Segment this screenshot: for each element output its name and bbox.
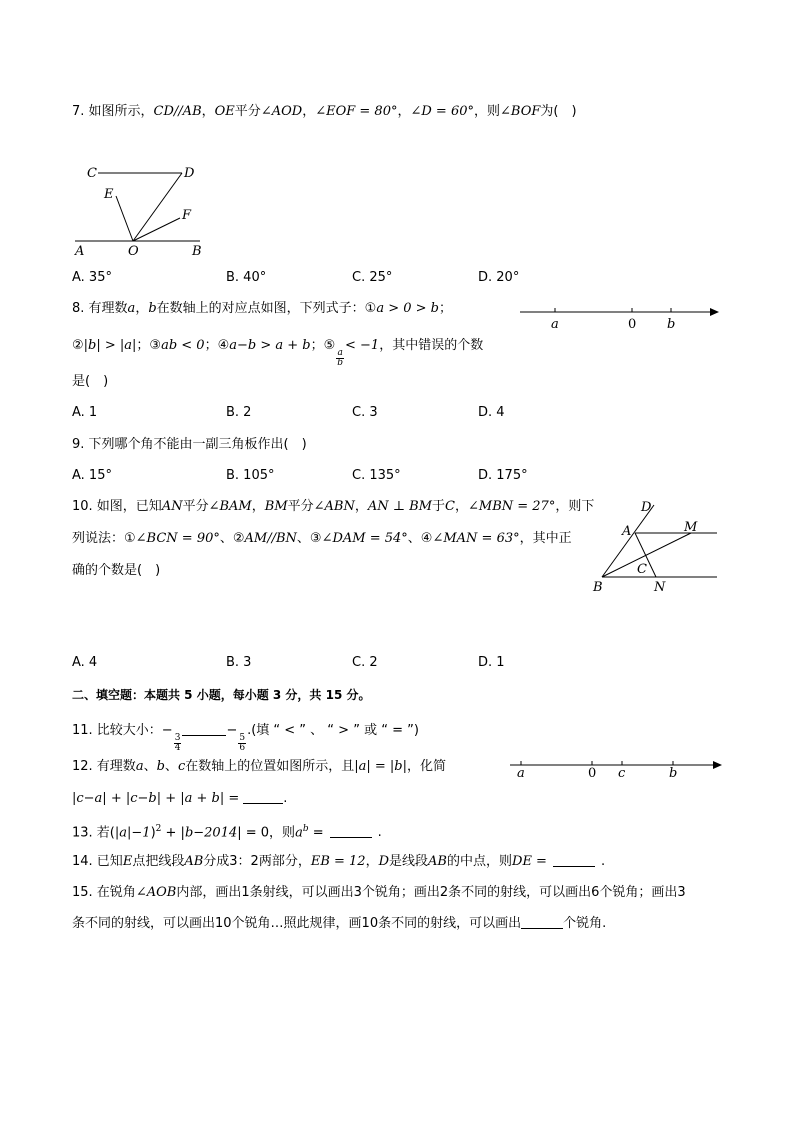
q11-fraction-2: $\frac{5}{6}$ [239,733,246,753]
q15-answer-blank[interactable] [521,914,563,929]
section-2-title: 二、填空题：本题共 5 小题，每小题 3 分，共 15 分。 [72,688,371,702]
q10-label-A: A [622,524,632,539]
q7-label-F: F [182,208,192,223]
q14-answer-blank[interactable] [553,852,595,867]
q10-label-N: N [654,580,666,595]
q8-stem-line2: ②|b| > |a|；③ab < 0；④a−b > a + b；⑤ $\frac{a}{b}$ < −1，其中错误的个数 [72,338,484,368]
q12-stem-line1: 12. 有理数a、b、c在数轴上的位置如图所示，且|a| = |b|，化简 [72,759,446,774]
q8-fraction: $\frac{a}{b}$ [337,348,344,368]
q7-figure [70,160,210,260]
q11-answer-blank[interactable] [182,721,226,736]
q8-nl-label-a: a [551,317,559,332]
q10-label-B: B [593,580,603,595]
q15-stem-line2: 条不同的射线，可以画出10个锐角…照此规律，画10条不同的射线，可以画出 个锐角. [72,916,607,931]
q7-option-a[interactable]: A. 35° [72,270,112,285]
q13-stem: 13. 若$(|a|-1)^2 + |b-2014| = 0$，则$a^b$ = . [72,824,382,841]
q8-option-d[interactable]: D. 4 [478,405,505,420]
q11-fraction-1: $\frac{3}{4}$ [174,733,181,753]
q8-number-line [515,300,725,335]
q10-label-C: C [637,562,647,577]
q12-nl-label-c: c [618,766,626,781]
q9-option-d[interactable]: D. 175° [478,468,528,483]
q7-stem: 7. 如图所示，CD//AB，OE平分∠AOD，∠EOF = 80°，∠D = 60°，则∠BOF为( ) [72,104,577,119]
q8-nl-label-0: 0 [628,317,637,332]
q10-label-M: M [684,520,698,535]
q7-option-b[interactable]: B. 40° [226,270,267,285]
q9-stem: 9. 下列哪个角不能由一副三角板作出( ) [72,437,307,452]
q7-option-d[interactable]: D. 20° [478,270,520,285]
q11-stem: 11. 比较大小：− $\frac{3}{4}$ − $\frac{5}{6}$ .(填 “ < ” 、 “ > ” 或 “ = ”) [72,723,419,753]
q8-option-a[interactable]: A. 1 [72,405,98,420]
q12-answer-blank[interactable] [243,789,283,804]
q9-option-b[interactable]: B. 105° [226,468,275,483]
q7-label-C: C [87,166,97,181]
q10-label-D: D [641,500,652,515]
q8-nl-label-b: b [667,317,676,332]
q10-option-c[interactable]: C. 2 [352,655,378,670]
q12-nl-label-b: b [669,766,678,781]
q12-number-line [505,755,727,781]
q10-option-a[interactable]: A. 4 [72,655,98,670]
q10-stem-line3: 确的个数是( ) [72,563,161,578]
q14-stem: 14. 已知E点把线段AB分成3：2两部分，EB = 12，D是线段AB的中点，则DE = . [72,854,606,869]
q8-option-c[interactable]: C. 3 [352,405,378,420]
q10-option-d[interactable]: D. 1 [478,655,505,670]
q10-option-b[interactable]: B. 3 [226,655,252,670]
q7-label-B: B [192,244,202,259]
q12-nl-label-a: a [517,766,525,781]
q7-option-c[interactable]: C. 25° [352,270,393,285]
q9-option-a[interactable]: A. 15° [72,468,112,483]
q15-stem-line1: 15. 在锐角∠AOB内部，画出1条射线，可以画出3个锐角；画出2条不同的射线，可以画出6个锐角；画出3 [72,885,686,900]
q12-nl-label-0: 0 [588,766,597,781]
q8-option-b[interactable]: B. 2 [226,405,252,420]
q12-stem-line2: |c−a| + |c−b| + |a + b| = . [72,791,288,806]
q10-stem-line1: 10. 如图，已知AN平分∠BAM，BM平分∠ABN，AN ⊥ BM于C，∠MBN = 27°，则下 [72,499,595,514]
q8-stem-line3: 是( ) [72,374,109,389]
q13-answer-blank[interactable] [330,823,372,838]
q7-label-D: D [184,166,195,181]
q9-option-c[interactable]: C. 135° [352,468,401,483]
q7-label-O: O [128,244,139,259]
q7-label-A: A [75,244,85,259]
q7-label-E: E [104,187,114,202]
q8-stem-line1: 8. 有理数a，b在数轴上的对应点如图，下列式子：①a > 0 > b； [72,301,452,316]
q10-figure [585,498,725,598]
q10-stem-line2: 列说法：①∠BCN = 90°、②AM//BN、③∠DAM = 54°、④∠MAN = 63°，其中正 [72,531,572,546]
